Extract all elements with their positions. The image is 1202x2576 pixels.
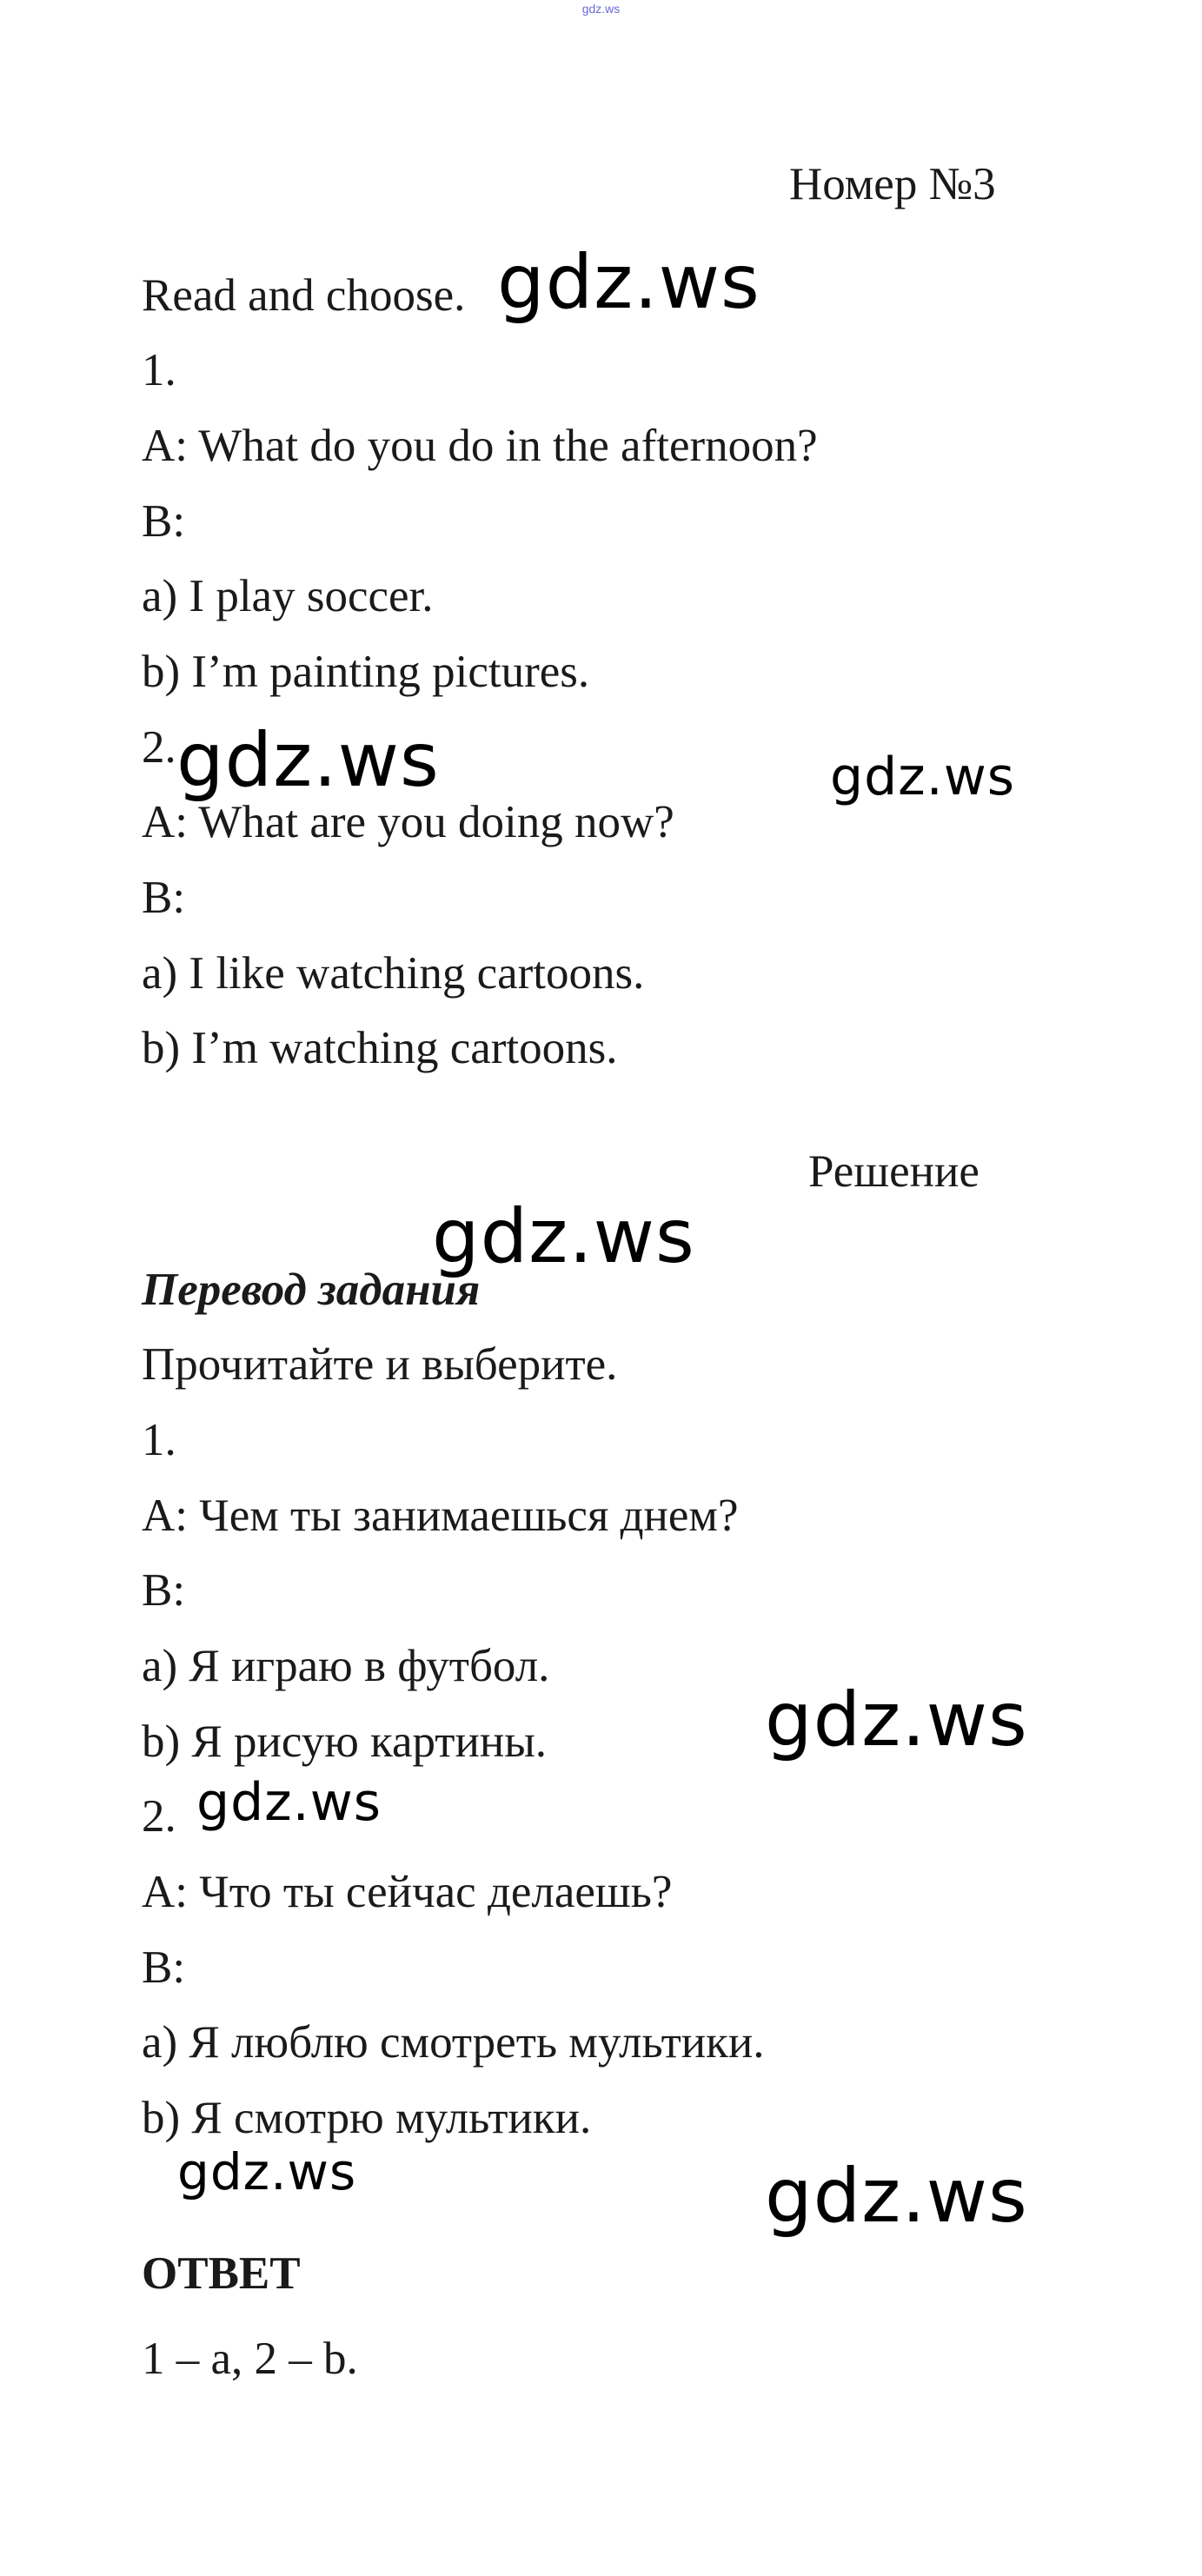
task-q2-question: A: What are you doing now? [142,797,674,847]
task-q1-reply: B: [142,496,186,547]
answer-text: 1 – a, 2 – b. [142,2334,358,2384]
site-mark: gdz.ws [581,2,621,16]
watermark: gdz.ws [432,1193,695,1280]
translation-heading: Перевод задания [142,1265,481,1315]
watermark: gdz.ws [196,1772,382,1833]
task-q1-option-a: a) I play soccer. [142,571,434,621]
watermark: gdz.ws [765,2153,1028,2240]
watermark: gdz.ws [830,747,1016,807]
translation-q1-question: A: Чем ты занимаешься днем? [142,1490,739,1541]
task-q2-number: 2. [142,722,176,773]
translation-q2-number: 2. [142,1791,176,1842]
task-q1-option-b: b) I’m painting pictures. [142,647,590,697]
translation-q1-number: 1. [142,1415,176,1465]
watermark: gdz.ws [176,717,440,804]
translation-q1-option-b: b) Я рисую картины. [142,1716,548,1767]
translation-instruction: Прочитайте и выберите. [142,1339,618,1390]
translation-q2-option-a: a) Я люблю смотреть мультики. [142,2017,765,2068]
translation-q2-reply: B: [142,1942,186,1993]
exercise-title: Номер №3 [789,159,996,209]
task-instruction: Read and choose. [142,270,466,321]
watermark: gdz.ws [497,239,760,326]
task-q2-option-b: b) I’m watching cartoons. [142,1023,618,1073]
task-q2-reply: B: [142,873,186,923]
watermark: gdz.ws [177,2142,357,2201]
translation-q2-question: A: Что ты сейчас делаешь? [142,1867,673,1917]
task-q1-number: 1. [142,345,176,395]
translation-q1-reply: B: [142,1565,186,1616]
task-q2-option-a: a) I like watching cartoons. [142,948,645,999]
task-q1-question: A: What do you do in the afternoon? [142,421,818,471]
translation-q1-option-a: a) Я играю в футбол. [142,1641,550,1691]
translation-q2-option-b: b) Я смотрю мультики. [142,2093,592,2143]
watermark: gdz.ws [765,1676,1028,1763]
answer-heading: ОТВЕТ [142,2248,301,2299]
solution-label: Решение [808,1146,980,1197]
